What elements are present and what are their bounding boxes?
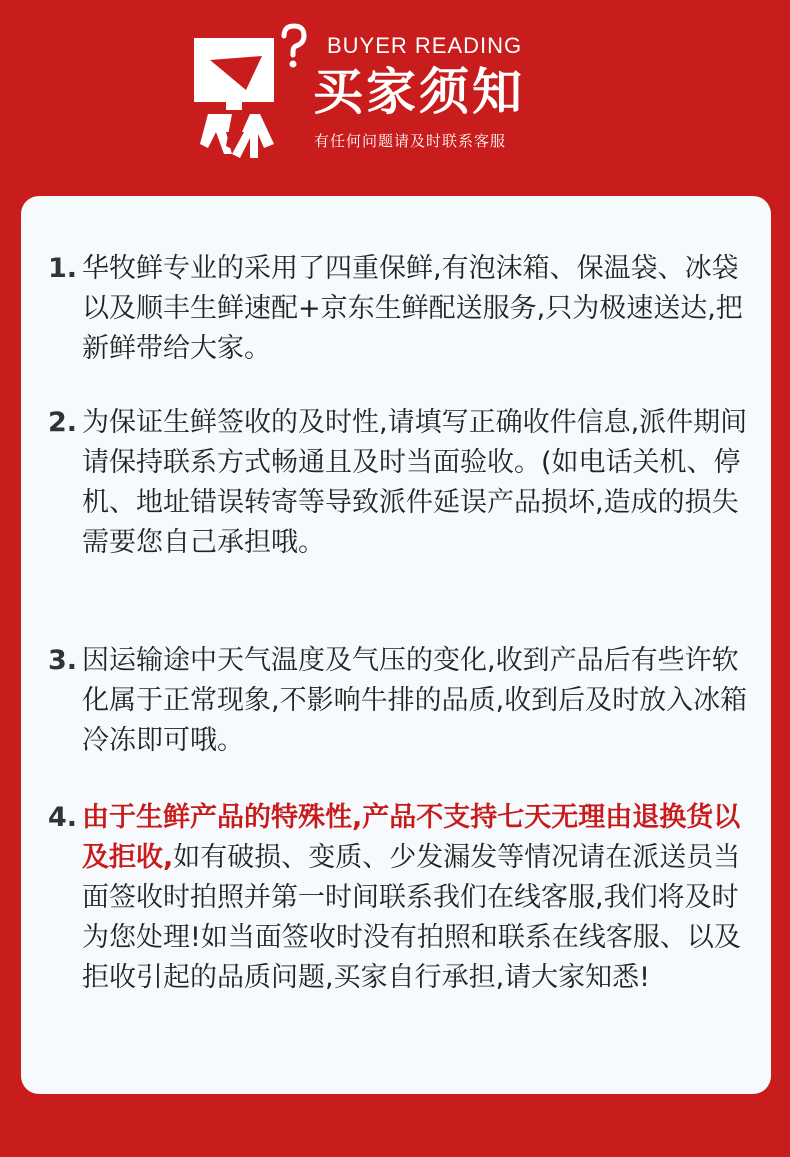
buyer-mascot-icon: [188, 22, 308, 162]
notice-card: [21, 196, 771, 1094]
notice-item-4: [48, 798, 758, 998]
item-highlight: 由于生鲜产品的特殊性,产品不支持七天无理由退换货以及拒收,: [82, 802, 741, 873]
item-number: 3.: [48, 645, 78, 676]
item-body: 如有破损、变质、少发漏发等情况请在派送员当面签收时拍照并第一时间联系我们在线客服,我们将及时为您处理!如当面签收时没有拍照和联系在线客服、以及拒收引起的品质问题,买家自行承担,请大家知悉!: [82, 842, 741, 993]
header: [0, 0, 790, 190]
title-english: BUYER READING: [327, 33, 523, 58]
item-text: [82, 798, 758, 998]
item-number: 1.: [48, 253, 78, 284]
subtitle: 有任何问题请及时联系客服: [314, 132, 507, 150]
page-title: 买家须知: [313, 63, 525, 121]
item-text: 因运输途中天气温度及气压的变化,收到产品后有些许软化属于正常现象,不影响牛排的品质,收到后及时放入冰箱冷冻即可哦。: [82, 645, 748, 756]
item-text: 华牧鲜专业的采用了四重保鲜,有泡沫箱、保温袋、冰袋以及顺丰生鲜速配+京东生鲜配送服务,只为极速送达,把新鲜带给大家。: [82, 253, 743, 364]
item-number: 4.: [48, 802, 78, 833]
notice-item-3: [48, 641, 758, 761]
notice-item-2: [48, 403, 758, 563]
item-number: 2.: [48, 407, 78, 438]
notice-item-1: [48, 249, 758, 369]
item-text: 为保证生鲜签收的及时性,请填写正确收件信息,派件期间请保持联系方式畅通且及时当面验收。(如电话关机、停机、地址错误转寄等导致派件延误产品损坏,造成的损失需要您自己承担哦。: [82, 407, 748, 558]
